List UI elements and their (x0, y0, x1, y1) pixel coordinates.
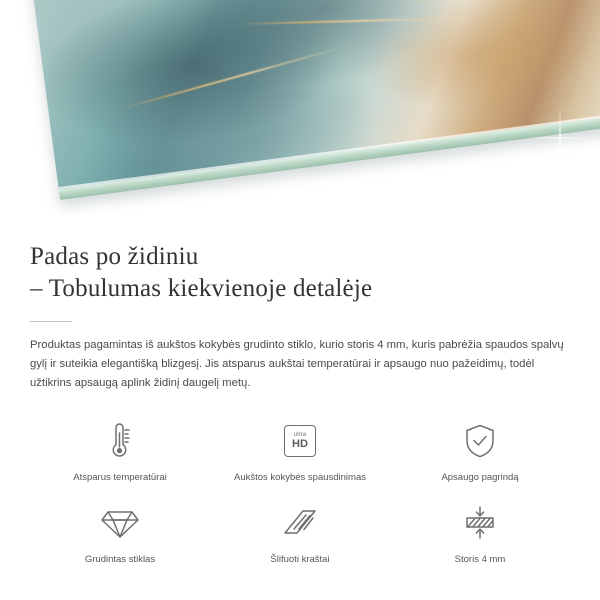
feature-item-temperature (30, 419, 210, 501)
feature-label: Atsparus temperatūrai (73, 472, 167, 483)
ultra-hd-icon (284, 419, 316, 463)
feature-label: Aukštos kokybės spausdinimas (233, 472, 366, 483)
page-title-line-1: Padas po židiniu (30, 243, 199, 270)
feature-item-tempered-glass (30, 501, 210, 583)
feature-label: Apsaugo pagrindą (441, 472, 519, 483)
feature-item-surface-protection (390, 419, 570, 501)
feature-label: Šlifuoti kraštai (270, 554, 330, 565)
thickness-icon (460, 501, 500, 545)
feature-item-polished-edges (210, 501, 390, 583)
page-title (30, 241, 570, 305)
ultra-hd-badge-bottom: HD (292, 438, 308, 450)
feature-grid (30, 419, 570, 583)
feature-label: Grudintas stiklas (84, 554, 156, 565)
hero-image (0, 0, 600, 215)
ultra-hd-badge (284, 425, 316, 457)
shield-check-icon (462, 419, 498, 463)
feature-label: Storis 4 mm (454, 554, 506, 565)
feature-item-thickness (390, 501, 570, 583)
title-divider (30, 321, 72, 322)
diamond-icon (100, 501, 140, 545)
glass-panel-product (21, 0, 600, 200)
page-title-line-2: – Tobulumas kiekvienoje detalėje (30, 275, 373, 302)
feature-item-print-quality (210, 419, 390, 501)
hero-image-inner (0, 0, 600, 215)
ultra-hd-badge-top: ultra (293, 432, 307, 438)
content-section (0, 241, 600, 583)
thermometer-icon (103, 419, 137, 463)
description-paragraph: Produktas pagamintas iš aukštos kokybės grudinto stiklo, kurio storis 4 mm, kuris pabrėžia spaudos spalvų gylį ir suteikia elegantišką blizgesį. Jis atsparus aukštai temperatūrai ir apsaugo nuo pažeidimų, todėl užtikrins apsaugą aplink židinį daugelį metų. (30, 339, 564, 389)
polished-edges-icon (281, 501, 319, 545)
